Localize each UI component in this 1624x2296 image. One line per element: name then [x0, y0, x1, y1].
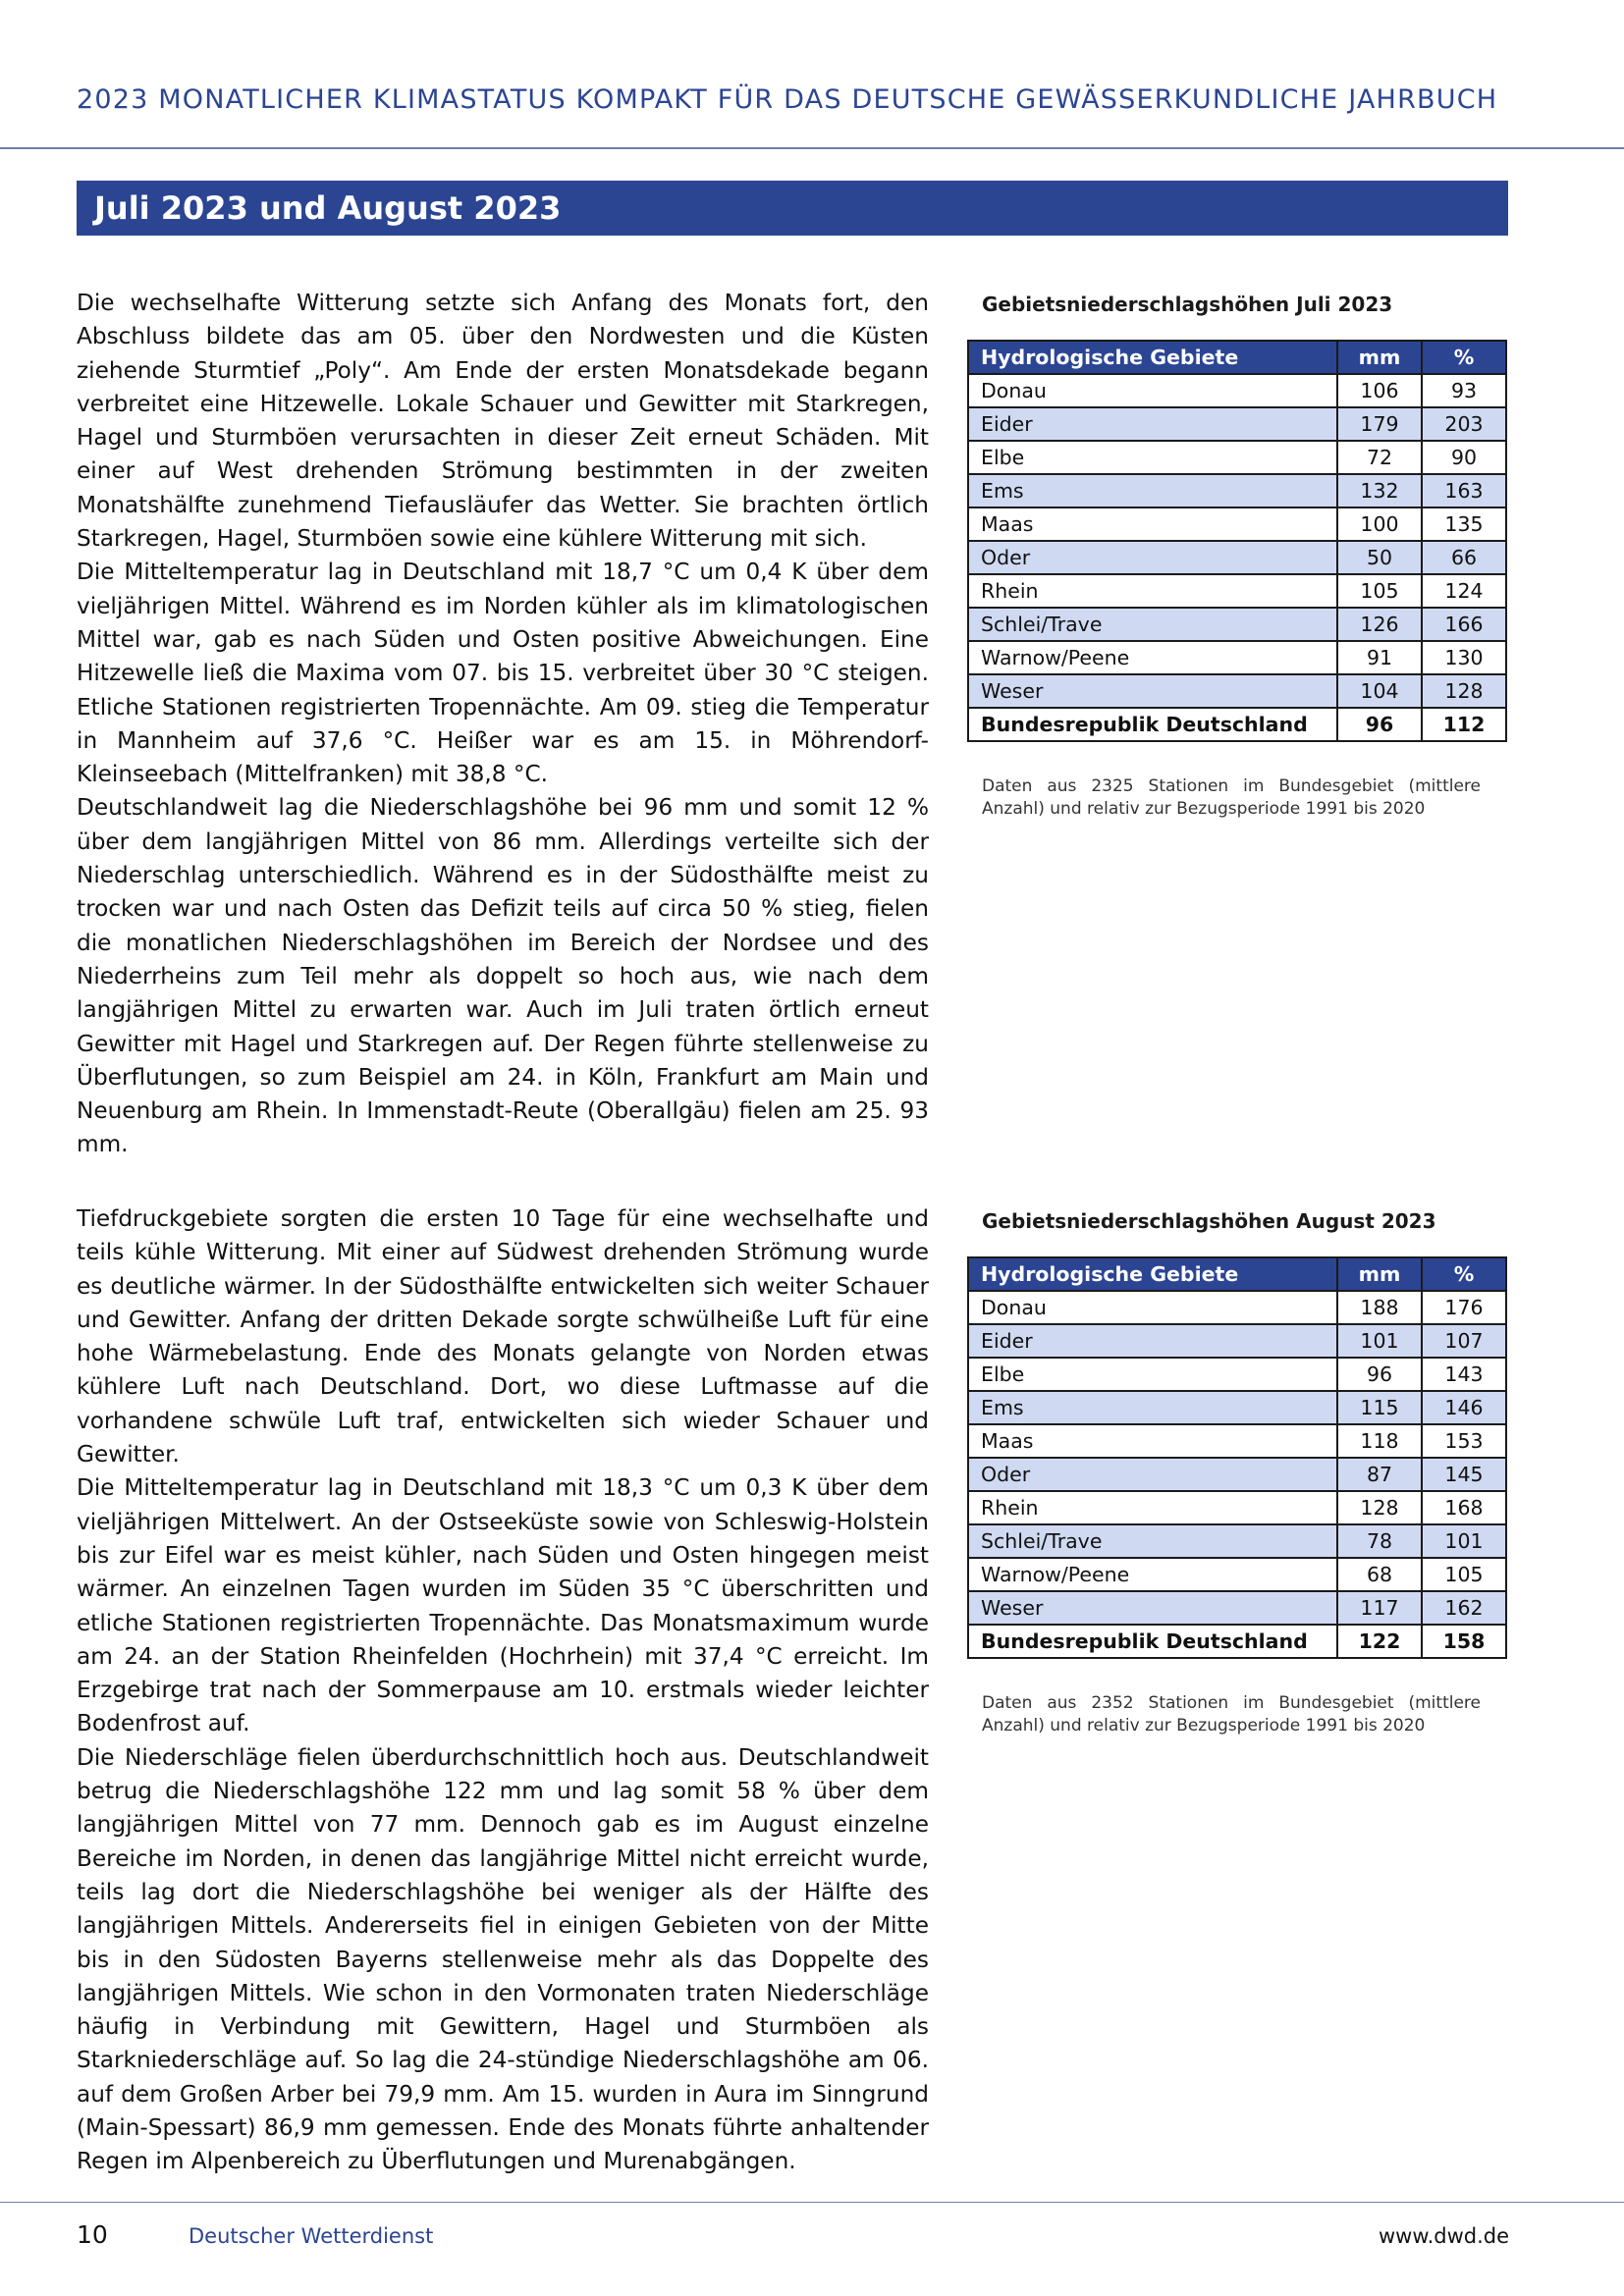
august-paragraph: Die Niederschläge fielen überdurchschnittlich hoch aus. Deutschlandweit betrug die Niederschlagshöhe 122 mm und lag somit 58 % über dem langjährigen Mittel von 77 mm. Dennoch gab es im August einzelne Bereiche im Norden, in denen das langjährige Mittel nicht erreicht wurde, teils lag dort die Niederschlagshöhe bei weniger als der Hälfte des langjährigen Mittels. Andererseits fiel in einigen Gebieten von der Mitte bis in den Südosten Bayerns stellenweise mehr als das Doppelte des langjährigen Mittels. Wie schon in den Vormonaten traten Niederschläge häufig in Verbindung mit Gewittern, Hagel und Sturmböen als Starkniederschläge auf. So lag die 24-stündige Niederschlagshöhe am 06. auf dem Großen Arber bei 79,9 mm. Am 15. wurden in Aura im Sinngrund (Main-Spessart) 86,9 mm gemessen. Ende des Monats führte anhaltender Regen im Alpenbereich zu Überflutungen und Murenabgängen. [77, 1743, 929, 2175]
table-row [968, 1458, 1506, 1491]
region-name: Elbe [968, 1358, 1337, 1391]
august-table-caption: Gebietsniederschlagshöhen August 2023 [982, 1209, 1436, 1233]
table-row [968, 1591, 1506, 1625]
july-paragraph: Die wechselhafte Witterung setzte sich Anfang des Monats fort, den Abschluss bildete das am 05. über den Nordwesten und die Küsten ziehende Sturmtief „Poly“. Am Ende der ersten Monatsdekade begann verbreitet eine Hitzewelle. Lokale Schauer und Gewitter mit Starkregen, Hagel und Sturmböen verursachten in dieser Zeit erneut Schäden. Mit einer auf West drehenden Strömung bestimmten in der zweiten Monatshälfte zunehmend Tiefausläufer das Wetter. Sie brachten örtlich Starkregen, Hagel, Sturmböen sowie eine kühlere Witterung mit sich. [77, 290, 929, 553]
table-row [968, 374, 1506, 407]
precip-mm: 128 [1337, 1491, 1422, 1524]
table-row [968, 474, 1506, 507]
precip-percent: 162 [1422, 1591, 1506, 1625]
table-total-row [968, 1625, 1506, 1658]
region-name: Schlei/Trave [968, 1524, 1337, 1558]
august-table-note: Daten aus 2352 Stationen im Bundesgebiet (mittlere Anzahl) und relativ zur Bezugsperiode 1991 bis 2020 [982, 1693, 1481, 1735]
page-number: 10 [77, 2220, 108, 2249]
region-name: Elbe [968, 441, 1337, 474]
region-name: Eider [968, 1324, 1337, 1358]
table-row [968, 641, 1506, 674]
precip-percent: 130 [1422, 641, 1506, 674]
precip-percent: 145 [1422, 1458, 1506, 1491]
july-table-note: Daten aus 2325 Stationen im Bundesgebiet (mittlere Anzahl) und relativ zur Bezugsperiode 1991 bis 2020 [982, 776, 1481, 819]
precip-percent: 146 [1422, 1391, 1506, 1424]
august-precipitation-table [967, 1256, 1507, 1659]
table-row [968, 1358, 1506, 1391]
august-paragraph: Die Mitteltemperatur lag in Deutschland mit 18,3 °C um 0,3 K über dem vieljährigen Mittelwert. An der Ostseeküste sowie von Schleswig-Holstein bis zur Eifel war es meist kühler, nach Süden und Osten hingegen meist wärmer. An einzelnen Tagen wurden im Süden 35 °C überschritten und etliche Stationen registrierten Tropennächte. Das Monatsmaximum wurde am 24. an der Station Rheinfelden (Hochrhein) mit 37,4 °C erreicht. Im Erzgebirge trat nach der Sommerpause am 10. erstmals wieder leichter Bodenfrost auf. [77, 1474, 929, 1737]
precip-percent: 158 [1422, 1625, 1506, 1658]
region-name: Rhein [968, 574, 1337, 608]
table-row [968, 407, 1506, 441]
region-name: Maas [968, 507, 1337, 541]
table-total-row [968, 708, 1506, 741]
table-header-row [968, 341, 1506, 374]
precip-percent: 135 [1422, 507, 1506, 541]
table-row [968, 574, 1506, 608]
header-title: 2023 MONATLICHER KLIMASTATUS KOMPAKT FÜR DAS DEUTSCHE GEWÄSSERKUNDLICHE JAHRBUCH [77, 84, 1498, 115]
region-name: Weser [968, 674, 1337, 708]
precip-mm: 68 [1337, 1558, 1422, 1591]
section-title: Juli 2023 und August 2023 [94, 189, 562, 227]
precip-percent: 124 [1422, 574, 1506, 608]
precip-mm: 72 [1337, 441, 1422, 474]
region-name: Bundesrepublik Deutschland [968, 708, 1337, 741]
table-row [968, 441, 1506, 474]
precip-percent: 176 [1422, 1291, 1506, 1324]
precip-mm: 101 [1337, 1324, 1422, 1358]
precip-mm: 115 [1337, 1391, 1422, 1424]
footer-divider [0, 2202, 1624, 2203]
region-name: Ems [968, 474, 1337, 507]
precip-percent: 153 [1422, 1424, 1506, 1458]
precip-percent: 128 [1422, 674, 1506, 708]
precip-mm: 179 [1337, 407, 1422, 441]
precip-mm: 118 [1337, 1424, 1422, 1458]
column-header: % [1422, 341, 1506, 374]
precip-mm: 117 [1337, 1591, 1422, 1625]
table-row [968, 1324, 1506, 1358]
region-name: Bundesrepublik Deutschland [968, 1625, 1337, 1658]
table-row [968, 1491, 1506, 1524]
precip-percent: 93 [1422, 374, 1506, 407]
region-name: Oder [968, 541, 1337, 574]
precip-mm: 87 [1337, 1458, 1422, 1491]
july-precipitation-table [967, 340, 1507, 742]
column-header: Hydrologische Gebiete [968, 1257, 1337, 1291]
publisher-name: Deutscher Wetterdienst [189, 2224, 434, 2248]
region-name: Ems [968, 1391, 1337, 1424]
region-name: Weser [968, 1591, 1337, 1625]
precip-mm: 126 [1337, 608, 1422, 641]
table-row [968, 541, 1506, 574]
table-row [968, 1558, 1506, 1591]
column-header: mm [1337, 341, 1422, 374]
precip-percent: 105 [1422, 1558, 1506, 1591]
region-name: Donau [968, 1291, 1337, 1324]
precip-percent: 112 [1422, 708, 1506, 741]
region-name: Oder [968, 1458, 1337, 1491]
august-paragraph: Tiefdruckgebiete sorgten die ersten 10 Tage für eine wechselhafte und teils kühle Witterung. Mit einer auf Südwest drehenden Strömung wurde es deutliche wärmer. In der Südosthälfte entwickelten sich weiter Schauer und Gewitter. Anfang der dritten Dekade sorgte schwülheiße Luft für eine hohe Wärmebelastung. Ende des Monats gelangte von Norden etwas kühlere Luft nach Deutschland. Dort, wo diese Luftmasse auf die vorhandene schwüle Luft traf, entwickelten sich wieder Schauer und Gewitter. [77, 1205, 929, 1468]
column-header: % [1422, 1257, 1506, 1291]
region-name: Warnow/Peene [968, 641, 1337, 674]
precip-percent: 101 [1422, 1524, 1506, 1558]
table-row [968, 1391, 1506, 1424]
website-link[interactable]: www.dwd.de [1379, 2224, 1510, 2248]
precip-mm: 100 [1337, 507, 1422, 541]
column-header: Hydrologische Gebiete [968, 341, 1337, 374]
precip-mm: 122 [1337, 1625, 1422, 1658]
precip-percent: 168 [1422, 1491, 1506, 1524]
precip-mm: 96 [1337, 1358, 1422, 1391]
precip-percent: 166 [1422, 608, 1506, 641]
precip-mm: 104 [1337, 674, 1422, 708]
july-paragraph: Deutschlandweit lag die Niederschlagshöhe bei 96 mm und somit 12 % über dem langjährigen Mittel von 86 mm. Allerdings verteilte sich der Niederschlag unterschiedlich. Während es in der Südosthälfte meist zu trocken war und nach Osten das Defizit teils auf circa 50 % stieg, fielen die monatlichen Niederschlagshöhen im Bereich der Nordsee und des Niederrheins zum Teil mehr als doppelt so hoch aus, wie nach dem langjährigen Mittel zu erwarten war. Auch im Juli traten örtlich erneut Gewitter mit Hagel und Starkregen auf. Der Regen führte stellenweise zu Überflutungen, so zum Beispiel am 24. in Köln, Frankfurt am Main und Neuenburg am Rhein. In Immenstadt-Reute (Oberallgäu) fielen am 25. 93 mm. [77, 794, 929, 1158]
region-name: Schlei/Trave [968, 608, 1337, 641]
precip-mm: 105 [1337, 574, 1422, 608]
precip-mm: 96 [1337, 708, 1422, 741]
table-row [968, 1524, 1506, 1558]
precip-percent: 163 [1422, 474, 1506, 507]
header-divider [0, 147, 1624, 149]
precip-percent: 90 [1422, 441, 1506, 474]
region-name: Eider [968, 407, 1337, 441]
region-name: Warnow/Peene [968, 1558, 1337, 1591]
precip-mm: 188 [1337, 1291, 1422, 1324]
precip-mm: 132 [1337, 474, 1422, 507]
precip-mm: 78 [1337, 1524, 1422, 1558]
table-row [968, 1291, 1506, 1324]
precip-percent: 203 [1422, 407, 1506, 441]
region-name: Maas [968, 1424, 1337, 1458]
table-row [968, 674, 1506, 708]
table-header-row [968, 1257, 1506, 1291]
precip-mm: 91 [1337, 641, 1422, 674]
july-table-caption: Gebietsniederschlagshöhen Juli 2023 [982, 293, 1393, 316]
precip-mm: 106 [1337, 374, 1422, 407]
table-row [968, 608, 1506, 641]
table-row [968, 507, 1506, 541]
august-body-text [77, 1202, 929, 2179]
table-row [968, 1424, 1506, 1458]
region-name: Rhein [968, 1491, 1337, 1524]
precip-mm: 50 [1337, 541, 1422, 574]
july-paragraph: Die Mitteltemperatur lag in Deutschland mit 18,7 °C um 0,4 K über dem vieljährigen Mittel. Während es im Norden kühler als im klimatologischen Mittel war, gab es nach Süden und Osten positive Abweichungen. Eine Hitzewelle ließ die Maxima vom 07. bis 15. verbreitet über 30 °C steigen. Etliche Stationen registrierten Tropennächte. Am 09. stieg die Temperatur in Mannheim auf 37,6 °C. Heißer war es am 15. in Möhrendorf-Kleinseebach (Mittelfranken) mit 38,8 °C. [77, 559, 929, 788]
precip-percent: 66 [1422, 541, 1506, 574]
precip-percent: 143 [1422, 1358, 1506, 1391]
region-name: Donau [968, 374, 1337, 407]
precip-percent: 107 [1422, 1324, 1506, 1358]
column-header: mm [1337, 1257, 1422, 1291]
july-body-text [77, 287, 929, 1162]
